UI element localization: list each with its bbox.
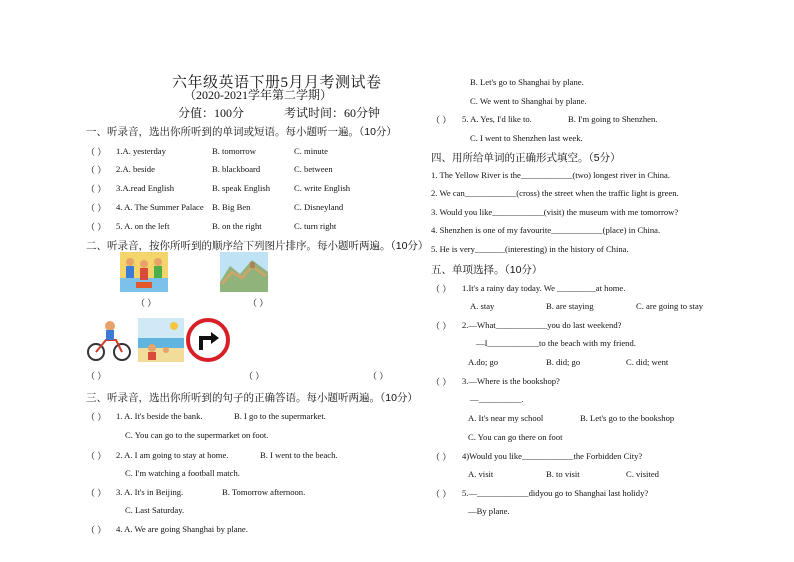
answer-paren: （ ） xyxy=(86,222,107,232)
q5-option-c: C. I went to Shenzhen last week. xyxy=(470,133,583,143)
boy-on-bike-picture xyxy=(86,318,132,362)
option-b: B. Big Ben xyxy=(212,202,251,212)
option-c: C. Last Saturday. xyxy=(125,505,185,515)
q5-option-b: B. I'm going to Shenzhen. xyxy=(568,114,658,124)
answer-paren: （ ） xyxy=(86,147,107,157)
answer-paren: （ ） xyxy=(368,371,389,381)
answer-paren: （ ） xyxy=(431,321,452,331)
option-c: C. turn right xyxy=(294,221,337,231)
choice-question: 4)Would you like____________the Forbidden City? xyxy=(462,451,643,461)
fill-blank-item: 1. The Yellow River is the____________(two) longest river in China. xyxy=(431,170,671,180)
exam-title: 六年级英语下册5月月考测试卷 xyxy=(172,75,382,91)
choice-question: 1.It's a rainy day today. We _________at home. xyxy=(462,283,626,293)
section2-heading: 二、听录音，按你所听到的顺序给下列图片排序。每小题听两遍。（10分） xyxy=(86,240,429,252)
option-c: C. did; went xyxy=(626,357,669,367)
answer-paren: （ ） xyxy=(86,184,107,194)
option-b: B. blackboard xyxy=(212,164,261,174)
option-c: C. You can go there on foot xyxy=(468,432,563,442)
section4-heading: 四、用所给单词的正确形式填空。（5分） xyxy=(431,152,621,164)
time-label: 考试时间：60分钟 xyxy=(284,106,381,120)
option-c: C. visited xyxy=(626,469,659,479)
option-a: A. stay xyxy=(470,301,495,311)
answer-paren: （ ） xyxy=(86,203,107,213)
option-a: 2. A. I am going to stay at home. xyxy=(116,450,229,460)
choice-question-extra: —__________. xyxy=(470,394,524,404)
answer-paren: （ ） xyxy=(86,371,107,381)
option-a: 3.A.read English xyxy=(116,183,174,193)
answer-paren: （ ） xyxy=(86,488,107,498)
option-a: A.do; go xyxy=(468,357,499,367)
choice-question: 2.—What____________you do last weekend? xyxy=(462,320,622,330)
option-b: B. are staying xyxy=(546,301,594,311)
option-a: 4. A. The Summer Palace xyxy=(116,202,204,212)
answer-paren: （ ） xyxy=(431,452,452,462)
answer-paren: （ ） xyxy=(86,165,107,175)
option-b: B. Let's go to the bookshop xyxy=(580,413,675,423)
q5-option-a: 5. A. Yes, I'd like to. xyxy=(462,114,532,124)
beach-picture xyxy=(138,318,184,362)
option-a: 1.A. yesterday xyxy=(116,146,166,156)
option-b: B. on the right xyxy=(212,221,262,231)
option-b: B. tomorrow xyxy=(212,146,256,156)
fill-blank-item: 5. He is very_______(interesting) in the history of China. xyxy=(431,244,629,254)
option-c: C. between xyxy=(294,164,333,174)
option-c: C. are going to stay xyxy=(636,301,704,311)
fill-blank-item: 4. Shenzhen is one of my favourite____________(place) in China. xyxy=(431,225,661,235)
option-c: C. minute xyxy=(294,146,328,156)
great-wall-picture xyxy=(220,252,268,292)
option-b: B. Tomorrow afternoon. xyxy=(222,487,306,497)
option-c: C. write English xyxy=(294,183,351,193)
answer-paren: （ ） xyxy=(86,412,107,422)
option-b: B. I go to the supermarket. xyxy=(234,411,326,421)
fill-blank-item: 3. Would you like____________(visit) the museum with me tomorrow? xyxy=(431,207,679,217)
option-c: C. I'm watching a football match. xyxy=(125,468,240,478)
answer-paren: （ ） xyxy=(86,451,107,461)
option-a: 3. A. It's in Beijing. xyxy=(116,487,184,497)
answer-paren: （ ） xyxy=(86,525,107,535)
answer-paren: （ ） xyxy=(244,371,265,381)
answer-paren: （ ） xyxy=(431,377,452,387)
option-a: 2.A. beside xyxy=(116,164,155,174)
section5-heading: 五、单项选择。（10分） xyxy=(431,264,543,276)
answer-paren: （ ） xyxy=(431,489,452,499)
answer-paren: （ ） xyxy=(248,298,269,308)
choice-question-extra: —By plane. xyxy=(468,506,510,516)
choice-question: 5.—____________didyou go to Shanghai last holidy? xyxy=(462,488,649,498)
exam-subtitle: （2020-2021学年第二学期） xyxy=(184,88,332,102)
option-b: B. did; go xyxy=(546,357,581,367)
section3-heading: 三、听录音，选出你所听到的句子的正确答语。每小题听两遍。（10分） xyxy=(86,392,418,404)
choice-question-extra: —I____________to the beach with my friend. xyxy=(476,338,636,348)
children-playing-picture xyxy=(120,252,168,292)
option-c: C. You can go to the supermarket on foot. xyxy=(125,430,269,440)
option-a: 1. A. It's beside the bank. xyxy=(116,411,203,421)
fill-blank-item: 2. We can____________(cross) the street when the traffic light is green. xyxy=(431,188,679,198)
q4-option-c: C. We went to Shanghai by plane. xyxy=(470,96,587,106)
option-a: A. visit xyxy=(468,469,494,479)
option-b: B. speak English xyxy=(212,183,271,193)
answer-paren: （ ） xyxy=(136,298,157,308)
option-a: A. It's near my school xyxy=(468,413,544,423)
q4-option-b: B. Let's go to Shanghai by plane. xyxy=(470,77,584,87)
choice-question: 3.—Where is the bookshop? xyxy=(462,376,560,386)
option-b: B. to visit xyxy=(546,469,580,479)
answer-paren: （ ） xyxy=(431,284,452,294)
score-label: 分值：100分 xyxy=(178,106,245,120)
section1-heading: 一、听录音，选出你所听到的单词或短语。每小题听一遍。（10分） xyxy=(86,126,397,138)
option-a: 5. A. on the left xyxy=(116,221,170,231)
option-a: 4. A. We are going Shanghai by plane. xyxy=(116,524,248,534)
option-b: B. I went to the beach. xyxy=(260,450,338,460)
turn-right-sign-picture xyxy=(186,318,230,362)
option-c: C. Disneyland xyxy=(294,202,344,212)
answer-paren: （ ） xyxy=(431,115,452,125)
